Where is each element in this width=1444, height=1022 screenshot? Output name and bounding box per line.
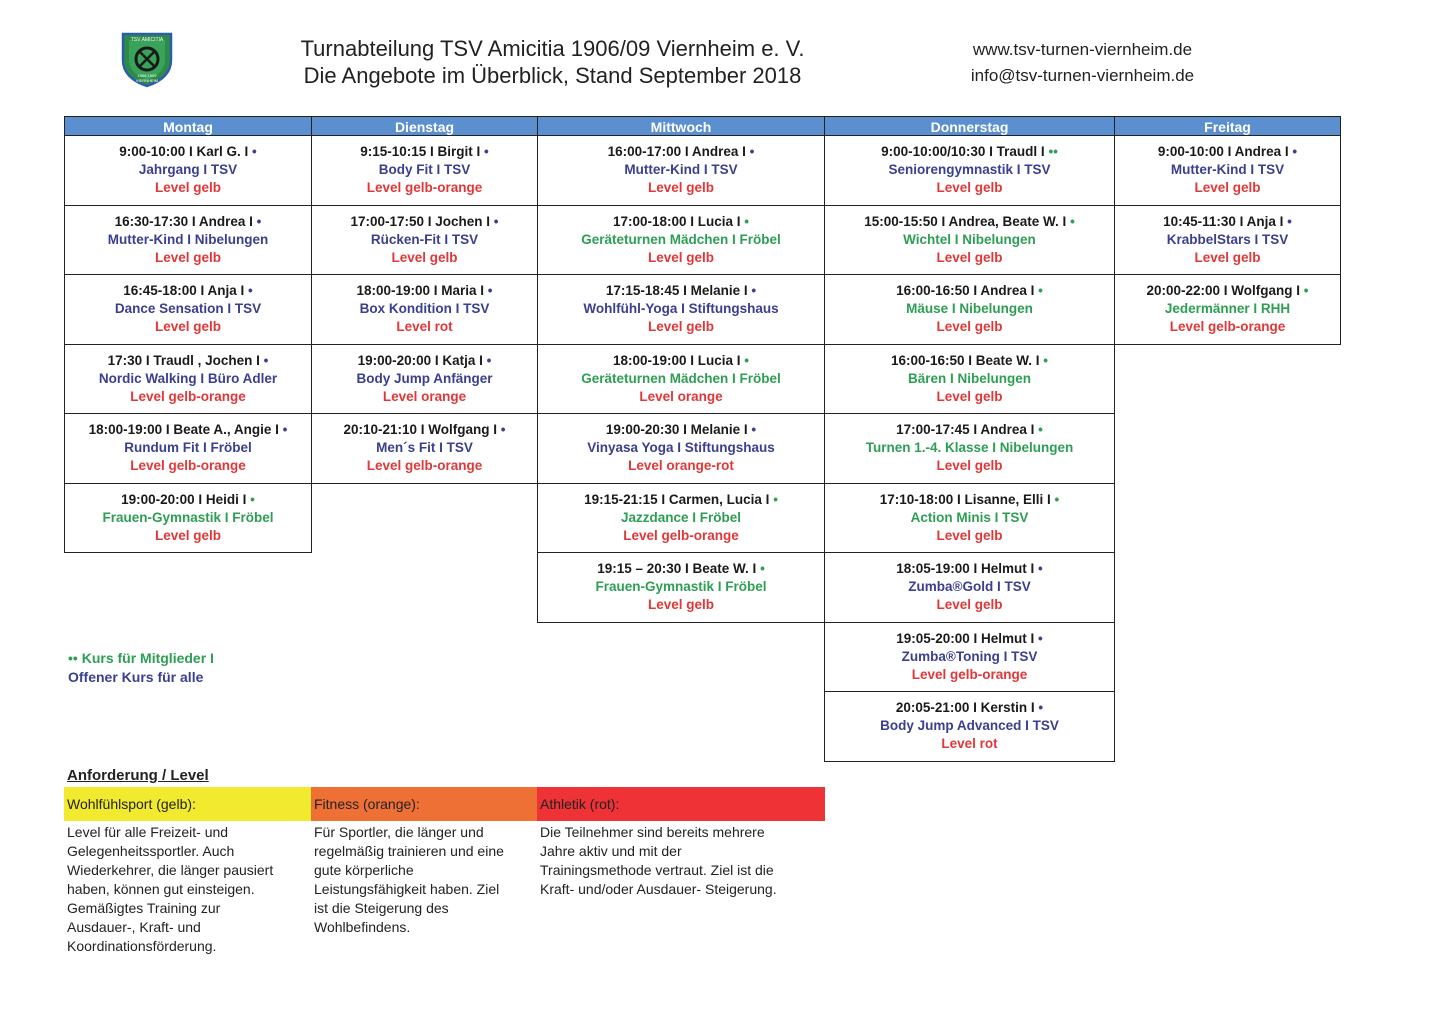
course-type-dot: • xyxy=(744,213,750,229)
course-cell xyxy=(64,136,312,206)
course-type-dot: • xyxy=(486,352,492,368)
course-time: 9:15-10:15 I Birgit I xyxy=(360,144,481,160)
course-name: Mutter-Kind I TSV xyxy=(624,162,738,178)
level-text-yellow: Level für alle Freizeit- und Gelegenheitssportler. Auch Wiederkehrer, die länger pausiert haben, können gut einsteigen. Gemäßigtes Training zur Ausdauer-, Kraft- und Koordinationsförderung. xyxy=(67,824,274,954)
course-type-dot: • xyxy=(493,213,499,229)
course-time: 19:15 – 20:30 I Beate W. I xyxy=(597,561,757,577)
course-level: Level gelb xyxy=(936,597,1003,613)
course-name: Seniorengymnastik I TSV xyxy=(888,162,1051,178)
course-time-trainer xyxy=(119,143,257,161)
level-heading: Anforderung / Level xyxy=(67,767,209,784)
course-type-dot: • xyxy=(484,144,489,160)
course-name: Wohlfühl-Yoga I Stiftungshaus xyxy=(583,301,779,317)
course-cell xyxy=(1114,206,1341,276)
course-time: 15:00-15:50 I Andrea, Beate W. I xyxy=(864,213,1067,229)
level-text-red: Die Teilnehmer sind bereits mehrere Jahre aktiv und mit der Trainingsmethode vertraut. Ziel ist die Kraft- und/oder Ausdauer- Steigerung. xyxy=(540,824,777,897)
course-time-trainer xyxy=(1146,282,1308,300)
course-name: Wichtel I Nibelungen xyxy=(903,231,1036,247)
email-link[interactable]: info@tsv-turnen-viernheim.de xyxy=(970,66,1195,85)
course-level: Level orange xyxy=(639,388,723,404)
course-level: Level gelb-orange xyxy=(130,388,246,404)
course-level: Level gelb-orange xyxy=(1169,319,1286,335)
course-cell xyxy=(824,136,1115,206)
course-time-trainer xyxy=(89,421,288,439)
course-time: 16:00-17:00 I Andrea I xyxy=(607,144,746,160)
course-type-dot: • xyxy=(751,422,757,438)
course-time: 19:00-20:00 I Katja I xyxy=(357,352,483,368)
course-level: Level gelb xyxy=(936,458,1003,474)
course-type-dot: • xyxy=(263,352,269,368)
course-type-dot: • xyxy=(760,561,765,577)
course-time: 18:00-19:00 I Lucia I xyxy=(612,352,741,368)
course-cell xyxy=(311,414,538,484)
course-name: Vinyasa Yoga I Stiftungshaus xyxy=(587,440,775,456)
logo-text-bottom: VIERNHEIM xyxy=(135,78,159,83)
course-level: Level rot xyxy=(396,319,453,335)
course-level: Level gelb xyxy=(936,319,1003,335)
course-name: Mutter-Kind I TSV xyxy=(1170,162,1285,178)
course-type-dot: • xyxy=(1038,561,1043,577)
course-time-trainer xyxy=(613,213,749,231)
title-line-2: Die Angebote im Überblick, Stand September 2018 xyxy=(303,63,802,88)
logo-years: 1906 1909 xyxy=(137,73,157,78)
course-type-dot: • xyxy=(1043,352,1049,368)
course-name: Body Fit I TSV xyxy=(378,162,471,178)
course-level: Level gelb xyxy=(154,527,222,543)
course-cell xyxy=(64,345,312,415)
club-logo xyxy=(119,30,175,88)
course-name: Jahrgang I TSV xyxy=(138,162,238,178)
course-time: 17:00-17:45 I Andrea I xyxy=(896,422,1035,438)
course-time-trainer xyxy=(1158,143,1297,161)
level-bar-yellow: Wohlfühlsport (gelb): xyxy=(64,787,311,821)
legend-open: Offener Kurs für alle xyxy=(68,669,204,685)
course-name: Zumba®Gold I TSV xyxy=(908,579,1031,595)
course-time-trainer xyxy=(343,421,505,439)
course-name: Jedermänner I RHH xyxy=(1164,301,1291,317)
course-time: 16:45-18:00 I Anja I xyxy=(123,283,245,299)
course-type-dot: •• xyxy=(1048,144,1058,160)
course-type-dot: • xyxy=(1070,213,1075,229)
course-name: Rundum Fit I Fröbel xyxy=(124,440,252,456)
course-type-dot: • xyxy=(1038,422,1043,438)
course-name: Geräteturnen Mädchen I Fröbel xyxy=(581,231,781,247)
course-level: Level gelb-orange xyxy=(130,458,246,474)
course-type-dot: • xyxy=(256,213,262,229)
course-cell xyxy=(311,136,538,206)
course-time-trainer xyxy=(896,421,1043,439)
course-cell xyxy=(311,345,538,415)
day-header: Freitag xyxy=(1114,116,1341,136)
course-time-trainer xyxy=(613,352,749,370)
course-time-trainer xyxy=(881,143,1058,161)
course-name: Frauen-Gymnastik I Fröbel xyxy=(595,579,767,595)
course-level: Level gelb xyxy=(647,319,715,335)
course-type-dot: • xyxy=(282,422,288,438)
course-time: 17:15-18:45 I Melanie I xyxy=(605,283,748,299)
course-cell xyxy=(824,484,1115,554)
course-name: Nordic Walking I Büro Adler xyxy=(98,370,278,386)
course-time-trainer xyxy=(584,491,778,509)
level-text-orange: Für Sportler, die länger und regelmäßig trainieren und eine gute körperliche Leistungsfähigkeit haben. Ziel ist die Steigerung des Wohlbefindens. xyxy=(314,824,504,935)
day-column-2 xyxy=(537,116,825,623)
course-type-dot: • xyxy=(248,283,253,299)
day-header: Mittwoch xyxy=(537,116,825,136)
course-time-trainer xyxy=(123,282,253,300)
course-cell xyxy=(537,345,825,415)
course-time-trainer xyxy=(360,143,489,161)
course-name: Jazzdance I Fröbel xyxy=(620,509,742,525)
course-name: KrabbelStars I TSV xyxy=(1166,231,1289,247)
course-type-dot: • xyxy=(500,422,506,438)
course-cell xyxy=(64,484,312,554)
day-header: Dienstag xyxy=(311,116,538,136)
level-bar-red: Athletik (rot): xyxy=(537,787,825,821)
course-name: Body Jump Advanced I TSV xyxy=(880,718,1059,734)
course-time-trainer xyxy=(358,352,492,370)
course-time-trainer xyxy=(1163,213,1292,231)
title-line-1: Turnabteilung TSV Amicitia 1906/09 Viernheim e. V. xyxy=(300,36,805,61)
course-time: 17:10-18:00 I Lisanne, Elli I xyxy=(879,491,1051,507)
course-level: Level gelb-orange xyxy=(366,458,483,474)
course-type-dot: • xyxy=(1038,283,1043,299)
course-type-dot: • xyxy=(1038,700,1044,716)
course-time: 17:00-18:00 I Lucia I xyxy=(612,213,741,229)
course-name: Frauen-Gymnastik I Fröbel xyxy=(102,509,274,525)
course-time: 18:05-19:00 I Helmut I xyxy=(896,561,1035,577)
course-time: 19:15-21:15 I Carmen, Lucia I xyxy=(584,491,770,507)
course-cell xyxy=(824,692,1115,762)
course-time-trainer xyxy=(880,491,1060,509)
course-name: Box Kondition I TSV xyxy=(359,301,490,317)
day-header: Donnerstag xyxy=(824,116,1115,136)
course-type-dot: • xyxy=(744,352,750,368)
course-level: Level gelb xyxy=(391,249,458,265)
course-level: Level gelb xyxy=(1194,249,1261,265)
course-type-dot: • xyxy=(1038,630,1043,646)
course-level: Level gelb xyxy=(936,527,1003,543)
course-cell xyxy=(824,206,1115,276)
course-name: Men´s Fit I TSV xyxy=(376,440,473,456)
club-crest-icon xyxy=(119,30,175,88)
day-column-1 xyxy=(311,116,538,484)
course-type-dot: • xyxy=(751,283,757,299)
course-level: Level gelb xyxy=(936,180,1003,196)
course-time: 16:00-16:50 I Andrea I xyxy=(896,283,1035,299)
course-type-dot: • xyxy=(250,491,255,507)
course-cell xyxy=(537,553,825,623)
course-time: 18:00-19:00 I Maria I xyxy=(356,283,485,299)
course-level: Level gelb xyxy=(647,597,715,613)
course-level: Level gelb-orange xyxy=(911,666,1028,682)
day-column-0 xyxy=(64,116,312,553)
level-bar-orange: Fitness (orange): xyxy=(311,787,537,821)
course-time: 16:30-17:30 I Andrea I xyxy=(114,213,253,229)
course-cell xyxy=(824,553,1115,623)
course-time-trainer xyxy=(606,282,756,300)
course-time: 9:00-10:00/10:30 I Traudl I xyxy=(881,144,1045,160)
course-cell xyxy=(824,623,1115,693)
course-cell xyxy=(311,206,538,276)
course-level: Level rot xyxy=(941,736,998,752)
course-time-trainer xyxy=(896,630,1043,648)
course-time-trainer xyxy=(606,421,756,439)
course-time: 18:00-19:00 I Beate A., Angie I xyxy=(88,422,279,438)
course-name: Geräteturnen Mädchen I Fröbel xyxy=(581,370,781,386)
day-column-4 xyxy=(1114,116,1341,345)
course-cell xyxy=(537,484,825,554)
course-level: Level gelb xyxy=(647,180,715,196)
course-name: Zumba®Toning I TSV xyxy=(901,648,1038,664)
course-time: 20:05-21:00 I Kerstin I xyxy=(895,700,1035,716)
course-level: Level orange xyxy=(382,388,467,404)
course-time: 19:00-20:00 I Heidi I xyxy=(121,491,247,507)
logo-text: TSV AMICITIA xyxy=(130,37,164,43)
course-level: Level gelb xyxy=(936,249,1003,265)
course-level: Level gelb-orange xyxy=(623,527,739,543)
course-type-dot: • xyxy=(1303,283,1309,299)
course-time: 19:00-20:30 I Melanie I xyxy=(605,422,748,438)
course-time-trainer xyxy=(350,213,498,231)
course-time: 17:00-17:50 I Jochen I xyxy=(350,213,491,229)
course-time-trainer xyxy=(896,282,1043,300)
course-name: Rücken-Fit I TSV xyxy=(370,231,479,247)
course-name: Body Jump Anfänger xyxy=(356,370,493,386)
course-time: 16:00-16:50 I Beate W. I xyxy=(890,352,1040,368)
course-name: Action Minis I TSV xyxy=(910,509,1029,525)
course-name: Bären I Nibelungen xyxy=(907,370,1032,386)
course-time: 10:45-11:30 I Anja I xyxy=(1163,213,1284,229)
course-time-trainer xyxy=(864,213,1075,231)
course-type-dot: • xyxy=(749,144,755,160)
course-time-trainer xyxy=(891,352,1048,370)
day-column-3 xyxy=(824,116,1115,762)
course-name: Mäuse I Nibelungen xyxy=(906,301,1033,317)
page-title xyxy=(250,35,855,89)
course-time-trainer xyxy=(597,560,765,578)
course-cell xyxy=(64,206,312,276)
course-cell xyxy=(311,275,538,345)
course-level: Level gelb xyxy=(1194,180,1261,196)
course-cell xyxy=(537,414,825,484)
website-link[interactable]: www.tsv-turnen-viernheim.de xyxy=(972,40,1193,59)
course-name: Mutter-Kind I Nibelungen xyxy=(107,231,269,247)
course-time-trainer xyxy=(356,282,492,300)
course-level: Level gelb xyxy=(154,249,222,265)
course-cell xyxy=(1114,275,1341,345)
course-level: Level gelb xyxy=(154,180,222,196)
course-cell xyxy=(537,136,825,206)
course-cell xyxy=(64,414,312,484)
course-name: Turnen 1.-4. Klasse I Nibelungen xyxy=(865,440,1074,456)
course-time: 9:00-10:00 I Karl G. I xyxy=(119,144,249,160)
legend xyxy=(68,649,214,687)
course-cell xyxy=(1114,136,1341,206)
course-time: 20:10-21:10 I Wolfgang I xyxy=(343,422,498,438)
course-level: Level gelb xyxy=(647,249,715,265)
course-type-dot: • xyxy=(487,283,493,299)
course-cell xyxy=(537,206,825,276)
member-dots: •• xyxy=(68,650,78,666)
course-time-trainer xyxy=(608,143,755,161)
course-type-dot: • xyxy=(252,144,257,160)
course-time: 9:00-10:00 I Andrea I xyxy=(1157,144,1289,160)
course-name: Dance Sensation I TSV xyxy=(114,301,262,317)
course-type-dot: • xyxy=(1287,213,1292,229)
course-level: Level gelb-orange xyxy=(366,180,483,196)
course-time-trainer xyxy=(121,491,255,509)
course-type-dot: • xyxy=(1292,144,1298,160)
course-level: Level gelb xyxy=(936,388,1003,404)
course-level: Level orange-rot xyxy=(628,458,734,474)
course-level: Level gelb xyxy=(154,319,222,335)
course-time: 17:30 I Traudl , Jochen I xyxy=(107,352,260,368)
course-cell xyxy=(824,414,1115,484)
course-time-trainer xyxy=(896,560,1043,578)
course-type-dot: • xyxy=(1054,491,1060,507)
course-time-trainer xyxy=(115,213,262,231)
course-time: 20:00-22:00 I Wolfgang I xyxy=(1146,283,1301,299)
course-time: 19:05-20:00 I Helmut I xyxy=(896,630,1035,646)
course-time-trainer xyxy=(896,699,1043,717)
legend-members: Kurs für Mitglieder I xyxy=(81,650,214,666)
course-cell xyxy=(537,275,825,345)
course-cell xyxy=(824,345,1115,415)
day-header: Montag xyxy=(64,116,312,136)
course-type-dot: • xyxy=(773,491,778,507)
contact-info xyxy=(945,37,1220,89)
course-cell xyxy=(64,275,312,345)
course-cell xyxy=(824,275,1115,345)
course-time-trainer xyxy=(108,352,269,370)
